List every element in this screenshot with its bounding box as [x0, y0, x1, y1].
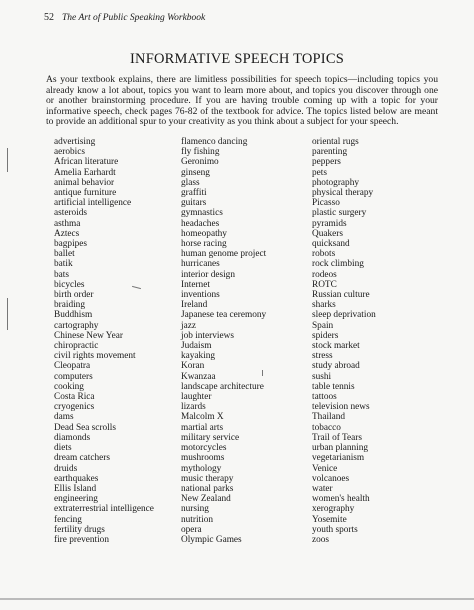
- topic-item: civil rights movement: [54, 351, 136, 362]
- topic-item: Judaism: [181, 341, 212, 352]
- topic-item: cartography: [54, 320, 99, 331]
- topic-item: Yosemite: [312, 514, 347, 525]
- topic-item: stress: [312, 351, 333, 362]
- topic-item: fertility drugs: [54, 524, 105, 535]
- topic-item: human genome project: [181, 249, 267, 260]
- topic-item: plastic surgery: [312, 208, 367, 219]
- topic-item: quicksand: [312, 239, 350, 250]
- topic-item: Thailand: [312, 412, 346, 423]
- topic-item: zoos: [312, 534, 330, 545]
- page-title: INFORMATIVE SPEECH TOPICS: [130, 51, 344, 67]
- topic-item: braiding: [54, 300, 85, 311]
- topic-item: martial arts: [181, 422, 224, 433]
- topic-item: diamonds: [54, 432, 91, 443]
- topic-item: vegetarianism: [312, 453, 365, 464]
- topic-column-2: [181, 137, 266, 545]
- topic-item: Malcolm X: [181, 412, 224, 423]
- topic-item: fencing: [54, 514, 82, 525]
- topic-item: Trail of Tears: [312, 432, 362, 443]
- topic-item: tobacco: [312, 422, 341, 433]
- topic-item: extraterrestrial intelligence: [54, 504, 154, 515]
- topic-item: cooking: [54, 381, 84, 392]
- topic-item: hurricanes: [181, 259, 220, 270]
- topic-item: rock climbing: [312, 259, 364, 270]
- topic-item: druids: [54, 463, 78, 474]
- topic-item: bagpipes: [54, 239, 88, 250]
- topic-item: engineering: [54, 494, 98, 505]
- topic-item: oriental rugs: [312, 137, 359, 147]
- topic-item: asthma: [54, 218, 81, 229]
- book-title: The Art of Public Speaking Workbook: [62, 13, 206, 23]
- topic-item: diets: [54, 443, 72, 454]
- topic-item: animal behavior: [54, 177, 115, 188]
- topic-item: parenting: [312, 147, 348, 158]
- topic-item: ginseng: [181, 167, 210, 178]
- topic-item: glass: [181, 177, 200, 188]
- topic-item: military service: [181, 432, 240, 443]
- topic-item: horse racing: [181, 239, 227, 250]
- topic-item: stock market: [312, 341, 360, 352]
- topic-item: ballet: [54, 249, 75, 260]
- topic-item: landscape architecture: [181, 381, 264, 392]
- topic-item: Venice: [312, 463, 338, 474]
- topic-item: African literature: [54, 157, 119, 168]
- topic-item: mythology: [181, 463, 222, 474]
- topic-item: Geronimo: [181, 157, 219, 168]
- topic-item: Kwanzaa: [181, 371, 216, 382]
- topic-item: job interviews: [181, 330, 234, 341]
- topic-item: national parks: [181, 483, 234, 494]
- topic-column-1: [54, 137, 154, 545]
- topic-item: Japanese tea ceremony: [181, 310, 267, 321]
- topic-item: peppers: [312, 157, 341, 168]
- topic-item: Dead Sea scrolls: [54, 422, 116, 433]
- topic-item: jazz: [181, 320, 196, 331]
- topic-item: Quakers: [312, 228, 343, 239]
- topic-item: rodeos: [312, 269, 337, 280]
- topic-item: asteroids: [54, 208, 88, 219]
- topic-item: dream catchers: [54, 453, 111, 464]
- topic-item: Internet: [181, 279, 210, 290]
- topic-item: antique furniture: [54, 188, 117, 199]
- topic-item: women's health: [312, 494, 370, 505]
- topic-item: Aztecs: [54, 228, 80, 239]
- topic-item: table tennis: [312, 381, 355, 392]
- topic-item: Russian culture: [312, 290, 370, 301]
- topic-item: guitars: [181, 198, 207, 209]
- topic-item: volcanoes: [312, 473, 350, 484]
- topic-item: graffiti: [181, 188, 207, 199]
- page-number: 52: [44, 12, 54, 23]
- topic-item: laughter: [181, 392, 212, 403]
- topic-item: headaches: [181, 218, 220, 229]
- topic-item: homeopathy: [181, 228, 227, 239]
- topic-item: advertising: [54, 137, 96, 147]
- topic-item: study abroad: [312, 361, 360, 372]
- topic-item: motorcycles: [181, 443, 227, 454]
- topic-item: tattoos: [312, 392, 337, 403]
- topic-item: lizards: [181, 402, 206, 413]
- topic-item: inventions: [181, 290, 220, 301]
- topic-item: Ellis Island: [54, 483, 97, 494]
- topic-item: sleep deprivation: [312, 310, 376, 321]
- topic-item: Picasso: [312, 198, 340, 209]
- topic-item: sharks: [312, 300, 336, 311]
- topic-item: artificial intelligence: [54, 198, 132, 209]
- topic-item: spiders: [312, 330, 339, 341]
- topic-item: fire prevention: [54, 534, 109, 545]
- topic-item: computers: [54, 371, 93, 382]
- topic-item: cryogenics: [54, 402, 95, 413]
- topic-item: Olympic Games: [181, 534, 242, 545]
- topic-item: nutrition: [181, 514, 214, 525]
- topic-item: robots: [312, 249, 336, 260]
- page-header: [44, 12, 205, 23]
- pen-mark: [262, 370, 263, 376]
- topic-item: chiropractic: [54, 341, 99, 352]
- topic-item: urban planning: [312, 443, 369, 454]
- topic-item: batik: [54, 259, 73, 270]
- topic-item: interior design: [181, 269, 235, 280]
- topic-item: Chinese New Year: [54, 330, 123, 341]
- topic-item: birth order: [54, 290, 94, 301]
- scan-mark: [7, 298, 8, 330]
- topic-item: Koran: [181, 361, 205, 372]
- topic-item: Amelia Earhardt: [54, 167, 116, 178]
- topic-item: kayaking: [181, 351, 216, 362]
- topic-item: photography: [312, 177, 359, 188]
- topic-item: physical therapy: [312, 188, 374, 199]
- topic-item: water: [312, 483, 333, 494]
- topic-item: pets: [312, 167, 327, 178]
- topic-item: xerography: [312, 504, 355, 515]
- topic-item: Costa Rica: [54, 392, 95, 403]
- topic-item: youth sports: [312, 524, 358, 535]
- topic-item: pyramids: [312, 218, 347, 229]
- scan-mark: [7, 148, 8, 172]
- topic-item: fly fishing: [181, 147, 220, 158]
- topic-item: flamenco dancing: [181, 137, 248, 147]
- topic-item: mushrooms: [181, 453, 225, 464]
- topic-item: aerobics: [54, 147, 85, 158]
- topic-item: gymnastics: [181, 208, 223, 219]
- topic-item: nursing: [181, 504, 209, 515]
- topic-item: music therapy: [181, 473, 234, 484]
- topic-item: bats: [54, 269, 69, 280]
- topic-item: Ireland: [181, 300, 208, 311]
- topic-item: television news: [312, 402, 370, 413]
- topic-item: ROTC: [312, 279, 337, 290]
- intro-paragraph: As your textbook explains, there are limitless possibilities for speech topics—including topics you already know a lot about, topics you want to learn more about, and topics you discover through one or another brainstorming procedure. If you are having trouble coming up with a topic for your informative speech, check pages 76-82 of the textbook for advice. The topics listed below are meant to provide an additional spur to your creativity as you think about a subject for your speech.: [46, 74, 438, 128]
- topic-item: New Zealand: [181, 494, 231, 505]
- topic-item: dams: [54, 412, 74, 423]
- topic-item: Spain: [312, 320, 334, 331]
- topic-columns: [0, 137, 474, 597]
- topic-item: sushi: [312, 371, 332, 382]
- topic-item: Buddhism: [54, 310, 93, 321]
- topic-item: Cleopatra: [54, 361, 91, 372]
- page-bottom-edge: [0, 598, 474, 600]
- topic-item: earthquakes: [54, 473, 99, 484]
- topic-column-3: [312, 137, 376, 545]
- topic-item: bicycles: [54, 279, 85, 290]
- topic-item: opera: [181, 524, 202, 535]
